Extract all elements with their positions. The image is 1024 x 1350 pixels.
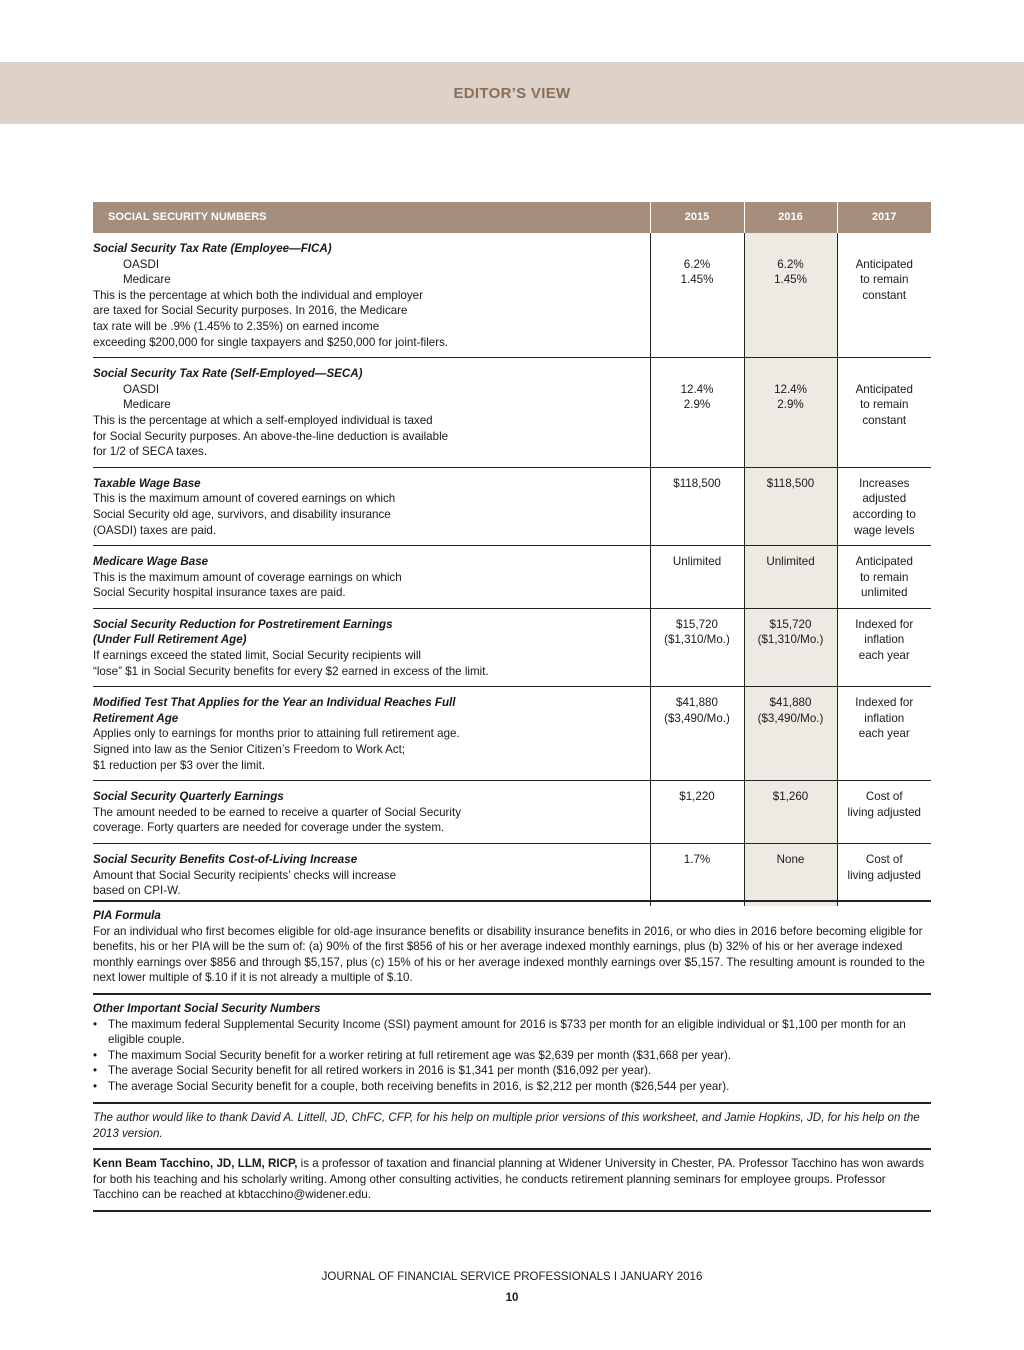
header-cell-2015: 2015	[650, 202, 744, 233]
row-title: Social Security Tax Rate (Employee—FICA)	[93, 242, 332, 255]
header-cell-2017: 2017	[837, 202, 931, 233]
value-2017: Anticipated	[855, 555, 913, 569]
value-2017: living adjusted	[847, 805, 921, 819]
row-title: Medicare Wage Base	[93, 555, 209, 569]
value-2016	[745, 241, 837, 257]
value-2016: $1,260	[772, 790, 809, 804]
row-description-line: This is the percentage at which both the individual and employer	[93, 288, 423, 302]
value-2016: $15,720	[769, 617, 812, 631]
value-2015-cell	[650, 608, 744, 686]
value-2017: each year	[858, 649, 910, 663]
value-2017: to remain	[860, 398, 909, 412]
value-2015: $1,220	[679, 790, 715, 804]
value-2015: $15,720	[676, 617, 718, 631]
value-2016-cell	[744, 608, 837, 686]
value-2015-cell	[650, 358, 744, 468]
value-2017: Anticipated	[855, 257, 913, 271]
page-number: 10	[505, 1292, 519, 1304]
pia-section	[93, 908, 931, 986]
value-2016: 2.9%	[777, 398, 804, 412]
row-description-line: for 1/2 of SECA taxes.	[93, 445, 208, 459]
other-bullets-list	[93, 1017, 931, 1095]
row-description-line: Amount that Social Security recipients’ checks will increase	[93, 868, 397, 882]
row-description-line: If earnings exceed the stated limit, Social Security recipients will	[93, 649, 421, 663]
row-description-line: This is the maximum amount of covered earnings on which	[93, 492, 396, 506]
header-cell-label: SOCIAL SECURITY NUMBERS	[93, 202, 650, 233]
value-2017: inflation	[864, 633, 905, 647]
value-2015: 1.45%	[680, 273, 714, 287]
banner-title: EDITOR’S VIEW	[453, 84, 571, 102]
value-2017	[838, 241, 932, 257]
thanks-text: The author would like to thank David A. Littell, JD, ChFC, CFP, for his help on multiple prior versions of this worksheet, and Jamie Hopkins, JD, for his help on the 2013 version.	[93, 1111, 920, 1140]
value-2015	[651, 241, 744, 257]
table-row	[93, 233, 931, 358]
value-2017-cell	[837, 781, 931, 844]
author-name: Kenn Beam Tacchino, JD, LLM, RICP,	[93, 1157, 298, 1170]
other-title: Other Important Social Security Numbers	[93, 1002, 321, 1015]
value-2016: 1.45%	[774, 273, 807, 287]
row-description-line: Signed into law as the Senior Citizen’s Freedom to Work Act;	[93, 743, 406, 757]
row-description-cell	[93, 687, 650, 781]
value-2016-cell	[744, 233, 837, 358]
row-subitem: Medicare	[123, 273, 171, 287]
social-security-table	[93, 202, 931, 906]
value-2017: each year	[858, 727, 910, 741]
value-2017: to remain	[860, 273, 909, 287]
list-item: • The average Social Security benefit for a couple, both receiving benefits in 2016, is $2,212 per month ($26,544 per year).	[93, 1079, 931, 1095]
value-2016-cell	[744, 687, 837, 781]
row-description-cell	[93, 233, 650, 358]
row-description-cell	[93, 781, 650, 844]
value-2017: Cost of	[865, 790, 903, 804]
row-title: Social Security Tax Rate (Self-Employed—SECA)	[93, 367, 363, 381]
value-2015	[651, 366, 744, 382]
value-2016: $41,880	[769, 696, 812, 710]
row-description-line: for Social Security purposes. An above-the-line deduction is available	[93, 429, 449, 443]
row-description-line: (OASDI) taxes are paid.	[93, 523, 217, 537]
row-description-line: “lose” $1 in Social Security benefits for every $2 earned in excess of the limit.	[93, 664, 489, 678]
other-numbers-section	[93, 1001, 931, 1095]
value-2015-cell	[650, 687, 744, 781]
list-item: • The maximum federal Supplemental Security Income (SSI) payment amount for 2016 is $733 per month for an eligible individual or $1,100 per month for an eligible couple.	[93, 1017, 931, 1048]
value-2017: to remain	[860, 570, 909, 584]
value-2016-cell	[744, 781, 837, 844]
value-2016: 12.4%	[774, 382, 807, 396]
list-item: • The maximum Social Security benefit for a worker retiring at full retirement age was $2,639 per month ($31,668 per year).	[93, 1048, 931, 1064]
value-2015-cell	[650, 467, 744, 545]
row-description-line: exceeding $200,000 for single taxpayers and $250,000 for joint-filers.	[93, 335, 449, 349]
table-row	[93, 844, 931, 906]
value-2016: $118,500	[766, 476, 815, 490]
value-2017: Indexed for	[855, 696, 914, 710]
pia-body: For an individual who first becomes eligible for old-age insurance benefits or disability insurance benefits in 2016, or who dies in 2016 before becoming eligible for benefits, his or her PIA will be the sum of: (a) 90% of the first $856 of his or her average indexed monthly earnings, plus (b) 32% of his or her average indexed monthly earnings over $856 and through $5,157, plus (c) 15% of his or her average indexed monthly earnings over $5,157. The resulting amount is rounded to the next lower multiple of $.10 if it is not already a multiple of $.10.	[93, 924, 925, 985]
row-description-line: are taxed for Social Security purposes. In 2016, the Medicare	[93, 304, 408, 318]
row-subitem: OASDI	[123, 257, 160, 271]
value-2016	[745, 366, 837, 382]
thanks-note	[93, 1110, 931, 1141]
row-description-line: Social Security old age, survivors, and disability insurance	[93, 507, 391, 521]
value-2015: ($3,490/Mo.)	[664, 711, 730, 725]
value-2017-cell	[837, 687, 931, 781]
pia-title: PIA Formula	[93, 909, 161, 922]
row-description-cell	[93, 546, 650, 609]
row-title: Social Security Quarterly Earnings	[93, 790, 284, 804]
table-body	[93, 233, 931, 906]
table-row	[93, 358, 931, 468]
row-description-line: tax rate will be .9% (1.45% to 2.35%) on earned income	[93, 319, 380, 333]
row-description-cell	[93, 467, 650, 545]
value-2017: Cost of	[865, 853, 903, 866]
value-2016-cell	[744, 546, 837, 609]
value-2015-cell	[650, 781, 744, 844]
row-title-continued: Retirement Age	[93, 711, 179, 725]
row-title: Social Security Reduction for Postretirement Earnings	[93, 617, 393, 631]
row-description-line: $1 reduction per $3 over the limit.	[93, 758, 266, 772]
value-2017-cell	[837, 844, 931, 906]
value-2015: Unlimited	[672, 555, 722, 569]
value-2016: 6.2%	[777, 257, 804, 271]
row-description-line: The amount needed to be earned to receive a quarter of Social Security	[93, 805, 462, 819]
value-2017: Anticipated	[855, 382, 913, 396]
value-2016-cell	[744, 844, 837, 906]
value-2017: according to	[852, 507, 916, 521]
value-2015: $41,880	[676, 696, 718, 710]
row-title: Modified Test That Applies for the Year an Individual Reaches Full	[93, 696, 456, 710]
row-description-line: This is the percentage at which a self-employed individual is taxed	[93, 413, 433, 427]
value-2017: adjusted	[862, 492, 907, 506]
row-title: Taxable Wage Base	[93, 476, 201, 490]
value-2017: Indexed for	[855, 617, 914, 631]
value-2015-cell	[650, 844, 744, 906]
value-2016: ($3,490/Mo.)	[757, 711, 824, 725]
value-2017: wage levels	[853, 523, 915, 537]
row-subitem: OASDI	[123, 382, 160, 396]
value-2017: living adjusted	[847, 868, 921, 882]
value-2016: None	[776, 853, 805, 866]
value-2015: ($1,310/Mo.)	[664, 633, 730, 647]
value-2016-cell	[744, 358, 837, 468]
value-2015: 1.7%	[683, 853, 711, 866]
row-description-line: This is the maximum amount of coverage earnings on which	[93, 570, 402, 584]
value-2017-cell	[837, 546, 931, 609]
value-2017-cell	[837, 233, 931, 358]
value-2016-cell	[744, 467, 837, 545]
value-2015: 6.2%	[683, 257, 711, 271]
list-item: • The average Social Security benefit for all retired workers in 2016 is $1,341 per month ($16,092 per year).	[93, 1063, 931, 1079]
row-description-cell	[93, 358, 650, 468]
row-description-line: coverage. Forty quarters are needed for coverage under the system.	[93, 821, 445, 835]
value-2017: constant	[862, 413, 907, 427]
value-2016: ($1,310/Mo.)	[757, 633, 824, 647]
divider	[93, 1102, 931, 1104]
value-2017-cell	[837, 358, 931, 468]
row-subitem: Medicare	[123, 398, 171, 412]
value-2017: Increases	[859, 476, 910, 490]
row-title: Social Security Benefits Cost-of-Living Increase	[93, 853, 358, 866]
header-banner	[0, 62, 1024, 124]
value-2017: inflation	[864, 711, 905, 725]
value-2017-cell	[837, 467, 931, 545]
divider	[93, 900, 931, 902]
table-row	[93, 608, 931, 686]
value-2016: Unlimited	[766, 555, 815, 569]
value-2015-cell	[650, 546, 744, 609]
author-bio-text: is a professor of taxation and financial planning at Widener University in Chester, PA. Professor Tacchino has won awards for both his teaching and his scholarly writing. Among other consulting activities, he conducts retirement planning seminars for employee groups. Professor Tacchino can be reached at kbtacchino@widener.edu.	[93, 1157, 925, 1202]
value-2015: 12.4%	[680, 382, 714, 396]
value-2015: 2.9%	[683, 398, 711, 412]
value-2017: unlimited	[861, 586, 908, 600]
value-2017-cell	[837, 608, 931, 686]
table-header-row	[93, 202, 931, 233]
row-description-line: Applies only to earnings for months prior to attaining full retirement age.	[93, 727, 460, 741]
row-title-continued: (Under Full Retirement Age)	[93, 633, 247, 647]
value-2017: constant	[862, 288, 907, 302]
table-row	[93, 467, 931, 545]
header-cell-2016: 2016	[744, 202, 837, 233]
author-bio	[93, 1156, 931, 1203]
row-description-cell	[93, 844, 650, 906]
table-row	[93, 546, 931, 609]
table-row	[93, 687, 931, 781]
value-2015: $118,500	[673, 476, 721, 490]
divider	[93, 1210, 931, 1212]
value-2015-cell	[650, 233, 744, 358]
value-2017	[838, 366, 932, 382]
row-description-cell	[93, 608, 650, 686]
footer-journal: JOURNAL OF FINANCIAL SERVICE PROFESSIONALS I JANUARY 2016	[321, 1271, 703, 1283]
divider	[93, 1148, 931, 1150]
row-description-line: based on CPI-W.	[93, 884, 181, 898]
divider	[93, 993, 931, 995]
table-row	[93, 781, 931, 844]
row-description-line: Social Security hospital insurance taxes are paid.	[93, 586, 346, 600]
